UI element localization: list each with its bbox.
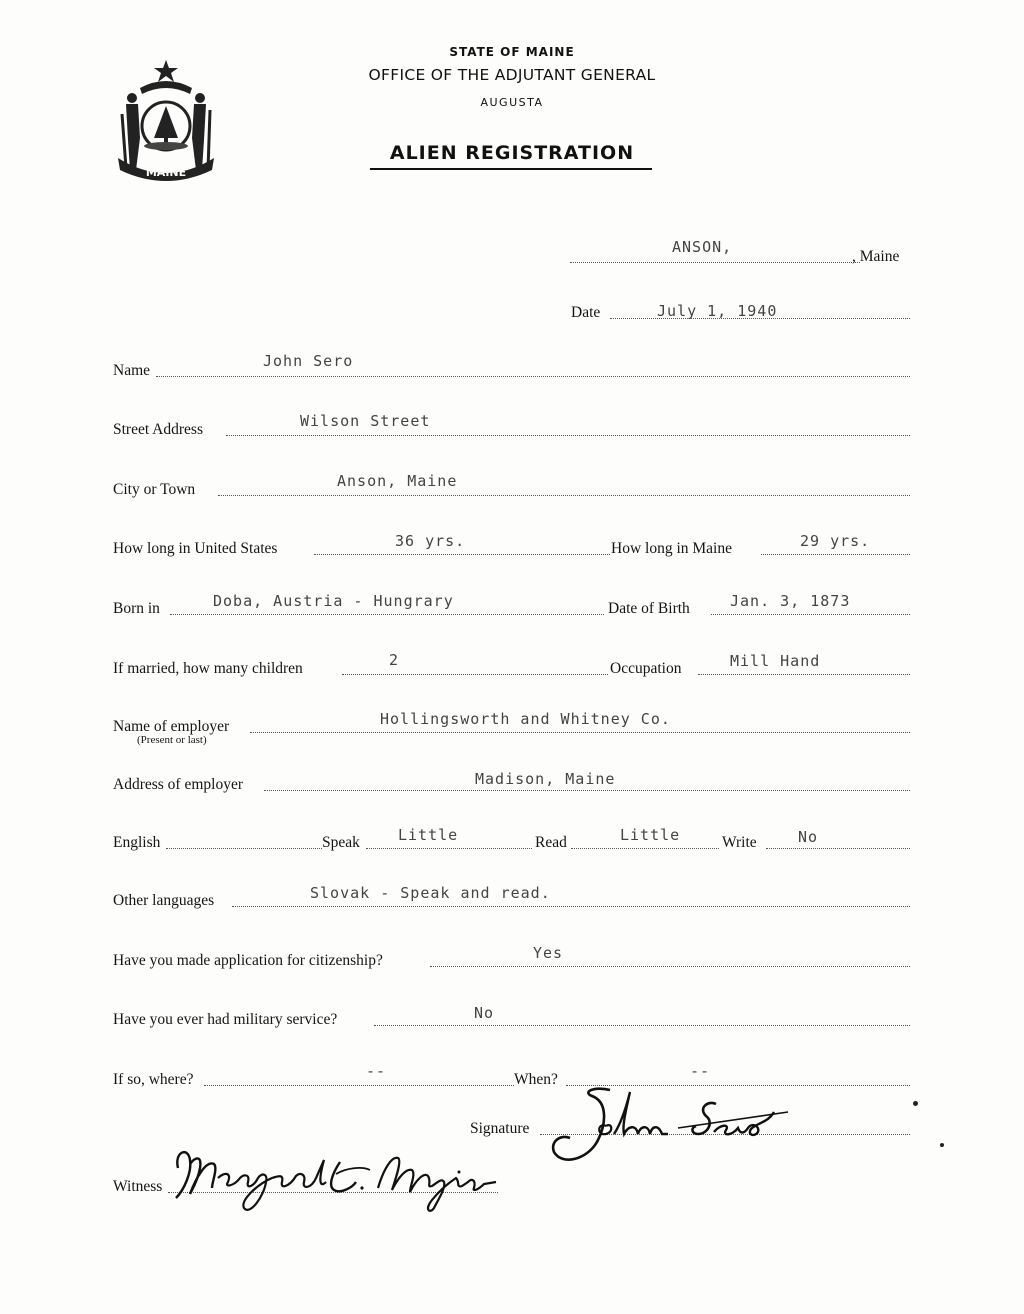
- header-state: STATE OF MAINE: [449, 45, 575, 59]
- dob-label: Date of Birth: [608, 600, 690, 617]
- header-city: AUGUSTA: [480, 96, 544, 109]
- signature-handwriting: [548, 1082, 808, 1172]
- military-line: [374, 1025, 910, 1026]
- employer-label: Name of employer: [113, 718, 230, 735]
- location-line: [570, 262, 860, 263]
- maine-time-line: [761, 554, 910, 555]
- military-value: No: [474, 1004, 495, 1022]
- us-time-label: How long in United States: [113, 540, 278, 557]
- born-line: [170, 614, 604, 615]
- street-line: [226, 435, 910, 436]
- ink-fleck: [913, 1101, 918, 1106]
- city-label: City or Town: [113, 481, 196, 498]
- speak-line: [366, 848, 532, 849]
- maine-time-value: 29 yrs.: [800, 532, 871, 550]
- english-label: English: [113, 834, 161, 851]
- write-value: No: [798, 828, 819, 846]
- children-value: 2: [389, 651, 400, 669]
- location-suffix: , Maine: [852, 248, 900, 265]
- where-label: If so, where?: [113, 1071, 194, 1088]
- other-languages-label: Other languages: [113, 892, 215, 909]
- us-time-value: 36 yrs.: [395, 532, 466, 550]
- header-office: OFFICE OF THE ADJUTANT GENERAL: [368, 66, 656, 84]
- speak-label: Speak: [322, 834, 360, 851]
- employer-value: Hollingsworth and Whitney Co.: [380, 710, 671, 728]
- city-line: [218, 495, 910, 496]
- where-line: [204, 1085, 514, 1086]
- form-title: ALIEN REGISTRATION: [389, 142, 635, 164]
- citizenship-label: Have you made application for citizenship?: [113, 952, 383, 969]
- employer-address-line: [264, 790, 910, 791]
- location-town: ANSON,: [672, 238, 733, 256]
- seal-banner-text: MAINE: [145, 166, 187, 179]
- maine-time-label: How long in Maine: [611, 540, 732, 557]
- witness-label: Witness: [113, 1178, 163, 1195]
- children-label: If married, how many children: [113, 660, 303, 677]
- employer-line: [250, 732, 910, 733]
- title-underline: [370, 168, 652, 170]
- citizenship-value: Yes: [533, 944, 564, 962]
- when-value: --: [690, 1062, 711, 1080]
- born-label: Born in: [113, 600, 160, 617]
- occupation-value: Mill Hand: [730, 652, 821, 670]
- dob-value: Jan. 3, 1873: [730, 592, 851, 610]
- other-languages-value: Slovak - Speak and read.: [310, 884, 551, 902]
- write-line: [766, 848, 910, 849]
- english-line: [166, 848, 322, 849]
- born-value: Doba, Austria - Hungrary: [213, 592, 454, 610]
- date-label: Date: [571, 304, 601, 321]
- where-value: --: [366, 1062, 387, 1080]
- occupation-line: [698, 674, 910, 675]
- ink-fleck: [940, 1143, 944, 1147]
- name-label: Name: [113, 362, 151, 379]
- name-line: [156, 376, 910, 377]
- read-value: Little: [620, 826, 681, 844]
- name-value: John Sero: [263, 352, 354, 370]
- military-label: Have you ever had military service?: [113, 1011, 338, 1028]
- street-label: Street Address: [113, 421, 203, 438]
- read-line: [571, 848, 719, 849]
- children-line: [342, 674, 608, 675]
- speak-value: Little: [398, 826, 459, 844]
- employer-note: (Present or last): [137, 734, 207, 746]
- witness-handwriting: [166, 1138, 506, 1218]
- employer-address-value: Madison, Maine: [475, 770, 616, 788]
- write-label: Write: [722, 834, 757, 851]
- read-label: Read: [535, 834, 567, 851]
- dob-line: [711, 614, 910, 615]
- us-time-line: [314, 554, 610, 555]
- other-languages-line: [232, 906, 910, 907]
- occupation-label: Occupation: [610, 660, 682, 677]
- city-value: Anson, Maine: [337, 472, 458, 490]
- employer-address-label: Address of employer: [113, 776, 243, 793]
- date-value: July 1, 1940: [657, 302, 778, 320]
- street-value: Wilson Street: [300, 412, 431, 430]
- when-label: When?: [514, 1071, 558, 1088]
- citizenship-line: [430, 966, 910, 967]
- signature-label: Signature: [470, 1120, 530, 1137]
